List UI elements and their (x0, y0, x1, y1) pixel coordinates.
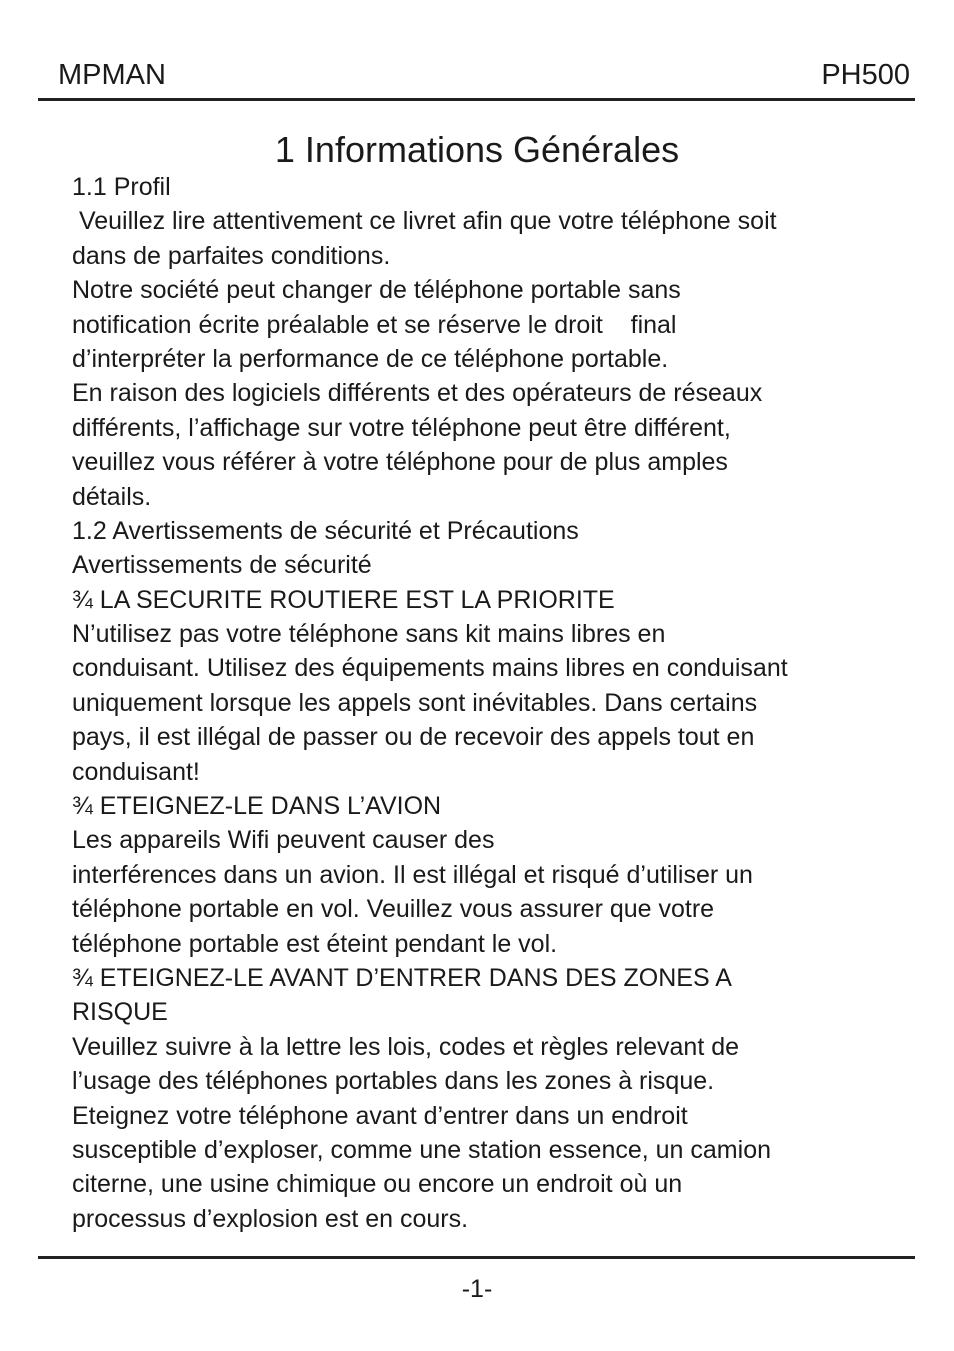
brand-name: MPMAN (58, 59, 166, 91)
footer-divider (38, 1256, 915, 1259)
text-line: l’usage des téléphones portables dans les zones à risque. (72, 1067, 715, 1096)
text-line: dans de parfaites conditions. (72, 241, 391, 270)
text-line: conduisant. Utilisez des équipements mains libres en conduisant (72, 654, 788, 683)
page-header (58, 55, 910, 95)
text-line: Notre société peut changer de téléphone portable sans (72, 276, 681, 305)
text-line: pays, il est illégal de passer ou de recevoir des appels tout en (72, 723, 755, 752)
text-line: Eteignez votre téléphone avant d’entrer dans un endroit (72, 1101, 688, 1130)
section-heading: 1.2 Avertissements de sécurité et Précautions (72, 516, 579, 545)
text-line: uniquement lorsque les appels sont inévitables. Dans certains (72, 688, 758, 717)
page-title: 1 Informations Générales (274, 129, 680, 170)
text-line: notification écrite préalable et se réserve le droit final (72, 310, 677, 339)
warning-heading: ¾ LA SECURITE ROUTIERE EST LA PRIORITE (72, 585, 615, 614)
warning-heading: RISQUE (72, 998, 168, 1027)
text-line: citerne, une usine chimique ou encore un endroit où un (72, 1170, 683, 1199)
text-line: Veuillez lire attentivement ce livret afin que votre téléphone soit (72, 207, 777, 236)
subsection-heading: Avertissements de sécurité (72, 551, 372, 580)
text-line: téléphone portable est éteint pendant le vol. (72, 929, 558, 958)
text-line: différents, l’affichage sur votre téléphone peut être différent, (72, 413, 731, 442)
text-line: veuillez vous référer à votre téléphone pour de plus amples (72, 448, 728, 477)
page-number: -1- (461, 1275, 493, 1303)
text-line: En raison des logiciels différents et des opérateurs de réseaux (72, 379, 763, 408)
text-line: Les appareils Wifi peuvent causer des (72, 826, 495, 855)
text-line: processus d’explosion est en cours. (72, 1204, 469, 1233)
warning-heading: ¾ ETEIGNEZ-LE DANS L’AVION (72, 792, 442, 821)
header-divider (38, 98, 915, 101)
model-name: PH500 (821, 59, 910, 91)
text-line: N’utilisez pas votre téléphone sans kit mains libres en (72, 620, 666, 649)
text-line: interférences dans un avion. Il est illégal et risqué d’utiliser un (72, 860, 753, 889)
text-line: d’interpréter la performance de ce téléphone portable. (72, 344, 669, 373)
warning-heading: ¾ ETEIGNEZ-LE AVANT D’ENTRER DANS DES ZONES A (72, 963, 732, 992)
text-line: détails. (72, 482, 152, 511)
text-line: téléphone portable en vol. Veuillez vous assurer que votre (72, 895, 715, 924)
text-line: 1.1 Profil (72, 173, 171, 201)
text-line: susceptible d’exploser, comme une station essence, un camion (72, 1135, 771, 1164)
body-text (72, 170, 902, 1236)
text-line: Veuillez suivre à la lettre les lois, codes et règles relevant de (72, 1032, 740, 1061)
text-line: conduisant! (72, 757, 200, 786)
